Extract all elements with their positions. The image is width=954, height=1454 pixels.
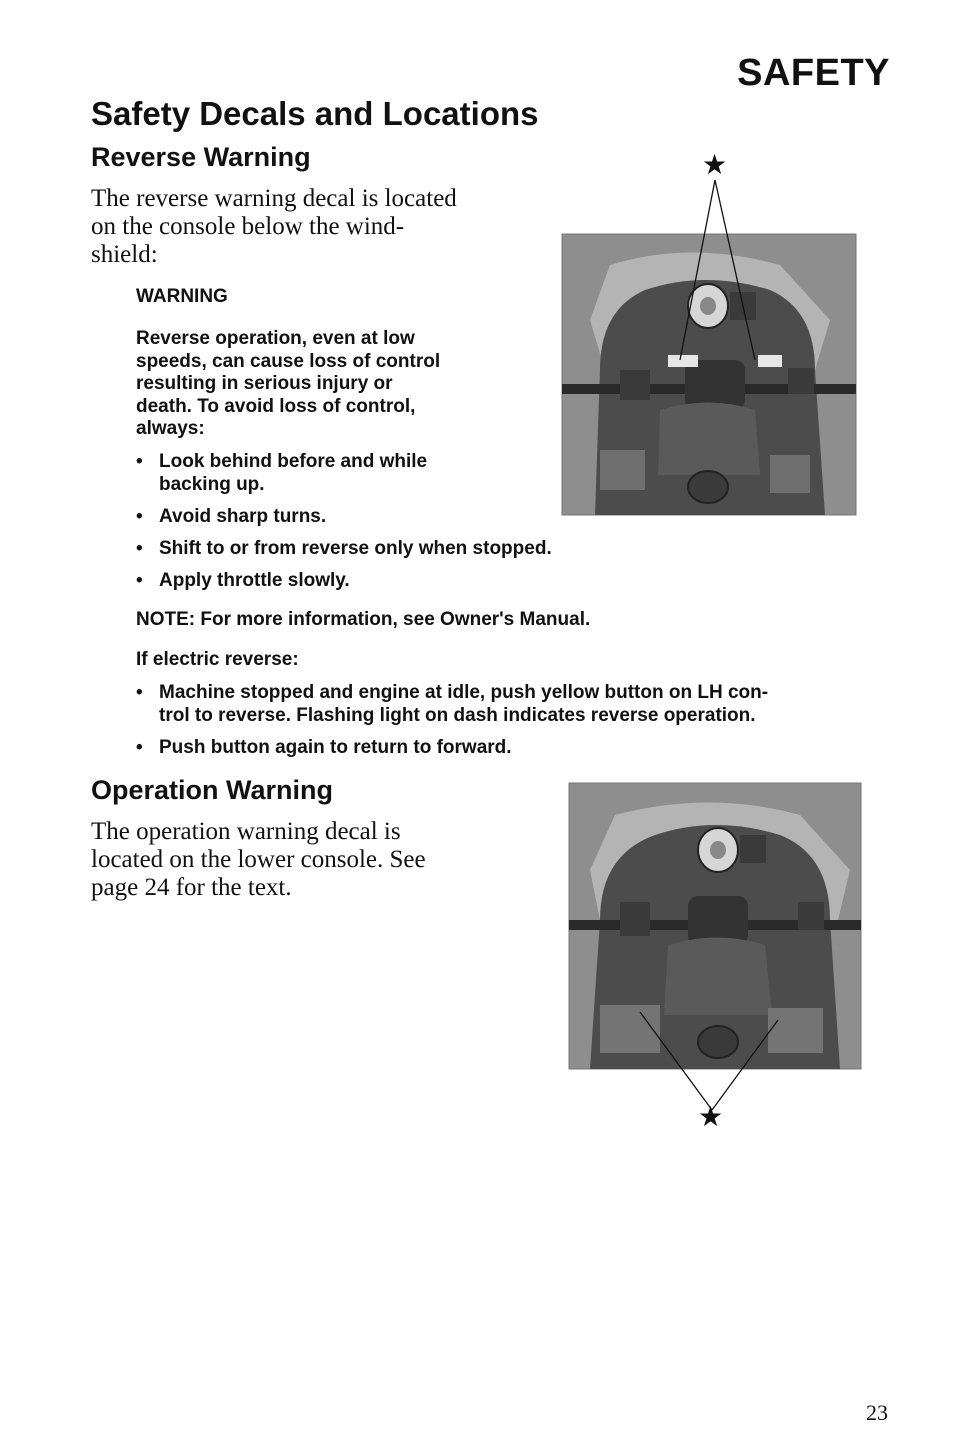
note-text: NOTE: For more information, see Owner's Manual. [136, 609, 591, 630]
warning-paragraph [136, 328, 440, 441]
text-line: page 24 for the text. [91, 874, 292, 901]
page-number: 23 [866, 1400, 888, 1425]
text-line: Shift to or from reverse only when stopped. [159, 538, 552, 559]
section-title: Safety Decals and Locations [91, 95, 539, 132]
list-item [136, 681, 768, 727]
operation-warning-heading: Operation Warning [91, 775, 333, 805]
list-item [136, 569, 350, 592]
bullet-icon: • [136, 538, 143, 559]
bullet-icon: • [136, 570, 143, 591]
text-line: The operation warning decal is [91, 818, 401, 845]
page-header-title: SAFETY [737, 52, 890, 94]
text-line: death. To avoid loss of control, [136, 395, 416, 417]
list-item [136, 450, 427, 496]
reverse-intro-paragraph [91, 185, 457, 269]
bullet-icon: • [136, 737, 143, 758]
reverse-decal-photo [540, 170, 870, 520]
text-line: Look behind before and while [159, 451, 428, 472]
operation-decal-photo [560, 780, 870, 1120]
text-line: Push button again to return to forward. [159, 737, 512, 758]
text-line: Machine stopped and engine at idle, push yellow button on LH con- [159, 682, 769, 703]
text-line: The reverse warning decal is located [91, 185, 457, 212]
callout-star-icon: ★ [702, 150, 728, 181]
text-line: backing up. [159, 474, 265, 495]
text-line: located on the lower console. See [91, 846, 426, 873]
callout-star-icon: ★ [698, 1102, 724, 1133]
list-item [136, 537, 552, 560]
reverse-warning-heading: Reverse Warning [91, 142, 311, 172]
warning-label: WARNING [136, 286, 228, 307]
bullet-icon: • [136, 506, 143, 527]
bullet-icon: • [136, 451, 143, 472]
text-line: Reverse operation, even at low [136, 328, 415, 349]
list-item [136, 736, 512, 759]
text-line: Apply throttle slowly. [159, 570, 350, 591]
bullet-icon: • [136, 682, 143, 703]
text-line: speeds, can cause loss of control [136, 350, 441, 372]
text-line: Avoid sharp turns. [159, 506, 327, 527]
text-line: trol to reverse. Flashing light on dash indicates reverse operation. [159, 705, 756, 726]
text-line: always: [136, 418, 205, 439]
text-line: shield: [91, 241, 158, 268]
operation-intro-paragraph [91, 818, 426, 902]
text-line: resulting in serious injury or [136, 373, 393, 394]
list-item [136, 505, 326, 528]
electric-reverse-label: If electric reverse: [136, 649, 299, 670]
text-line: on the console below the wind- [91, 213, 405, 240]
